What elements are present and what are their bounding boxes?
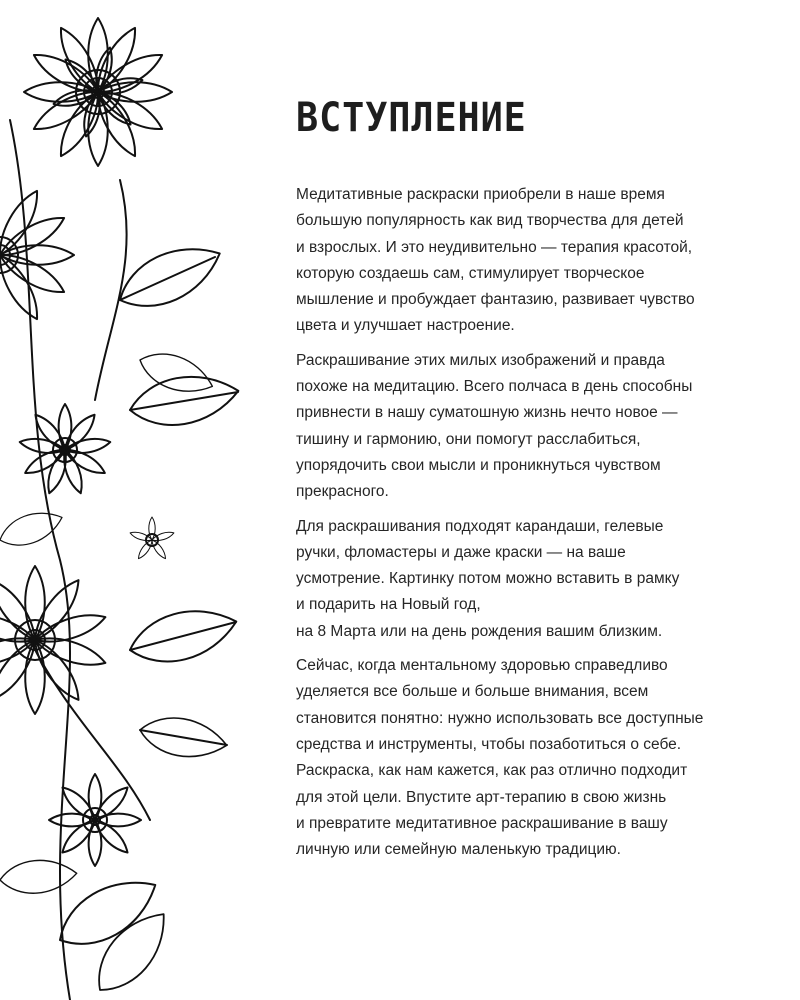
paragraph-4 <box>296 653 766 863</box>
text-line: для этой цели. Впустите арт-терапию в свою жизнь <box>296 788 667 806</box>
text-line: на 8 Марта или на день рождения вашим близким. <box>296 622 663 640</box>
text-line: большую популярность как вид творчества для детей <box>296 212 684 230</box>
text-line: Для раскрашивания подходят карандаши, гелевые <box>296 517 664 535</box>
text-line: уделяется все больше и больше внимания, всем <box>296 683 649 701</box>
paragraph-2 <box>296 348 766 506</box>
paragraph-1 <box>296 182 766 340</box>
text-line: и превратите медитативное раскрашивание в вашу <box>296 814 668 832</box>
text-line: которую создаешь сам, стимулирует творческое <box>296 264 645 282</box>
text-line: ручки, фломастеры и даже краски — на ваше <box>296 543 626 561</box>
text-line: прекрасного. <box>296 483 389 501</box>
text-line: средства и инструменты, чтобы позаботиться о себе. <box>296 735 682 753</box>
text-line: усмотрение. Картинку потом можно вставить в рамку <box>296 570 680 588</box>
text-line: Раскрашивание этих милых изображений и правда <box>296 351 665 369</box>
text-line: и подарить на Новый год, <box>296 596 481 614</box>
floral-border-illustration <box>0 0 250 1000</box>
text-line: становится понятно: нужно использовать все доступные <box>296 709 704 727</box>
flower-middle <box>19 404 112 495</box>
text-line: Сейчас, когда ментальному здоровью справедливо <box>296 657 668 675</box>
text-line: мышление и пробуждает фантазию, развивает чувство <box>296 291 695 309</box>
intro-text <box>296 182 766 871</box>
text-line: и взрослых. И это неудивительно — терапия красотой, <box>296 238 693 256</box>
text-line: похоже на медитацию. Всего полчаса в день способны <box>296 378 693 396</box>
flower-lower <box>0 566 108 714</box>
flower-bottom <box>49 774 141 866</box>
text-line: привнести в нашу суматошную жизнь нечто новое — <box>296 404 678 422</box>
text-line: Медитативные раскраски приобрели в наше время <box>296 186 665 203</box>
page-title: ВСТУПЛЕНИЕ <box>296 95 527 141</box>
text-line: цвета и улучшает настроение. <box>296 317 515 335</box>
flower-top <box>24 18 172 166</box>
text-line: Раскраска, как нам кажется, как раз отлично подходит <box>296 762 688 780</box>
text-line: упорядочить свои мысли и проникнуться чувством <box>296 456 661 474</box>
text-line: личную или семейную маленькую традицию. <box>296 841 621 859</box>
text-line: тишину и гармонию, они помогут расслабиться, <box>296 430 641 448</box>
paragraph-3 <box>296 514 766 645</box>
